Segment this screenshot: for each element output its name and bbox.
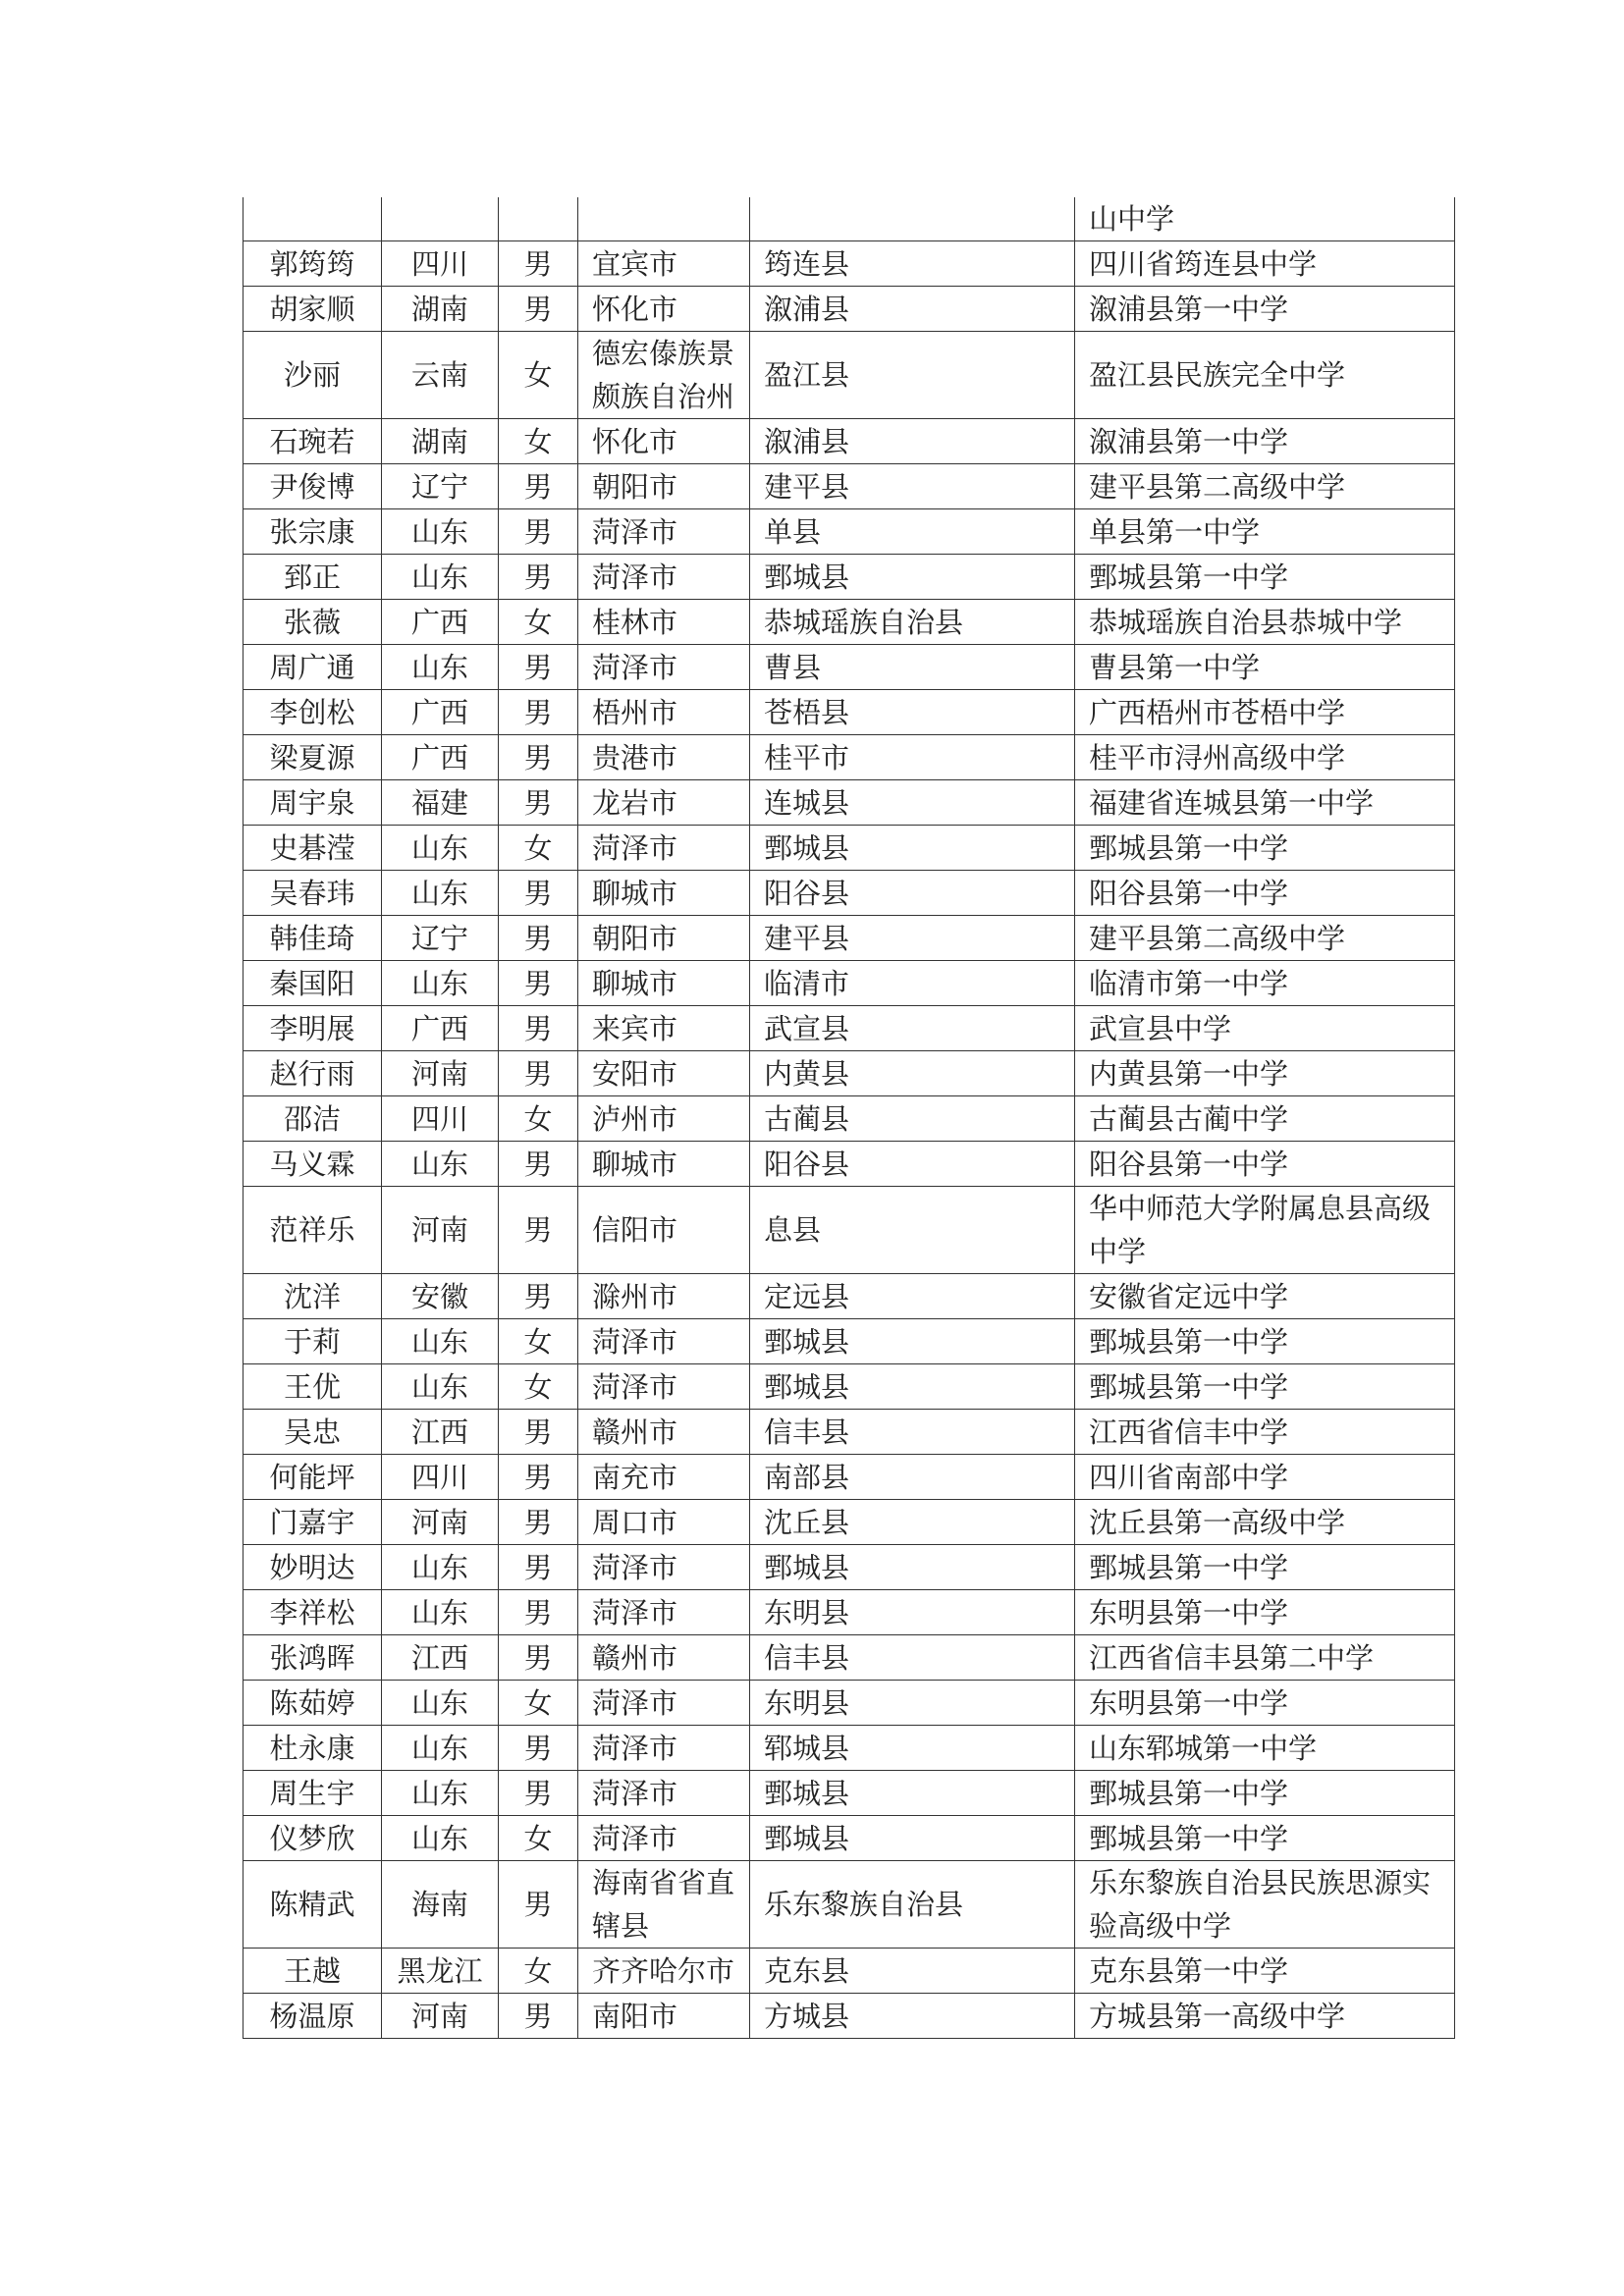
school-cell: 恭城瑶族自治县恭城中学 bbox=[1075, 600, 1455, 645]
student-name-cell: 周广通 bbox=[244, 645, 382, 690]
school-cell: 沈丘县第一高级中学 bbox=[1075, 1500, 1455, 1545]
city-cell: 菏泽市 bbox=[578, 1816, 750, 1861]
city-cell: 菏泽市 bbox=[578, 1364, 750, 1410]
city-cell: 菏泽市 bbox=[578, 509, 750, 555]
school-cell: 江西省信丰中学 bbox=[1075, 1410, 1455, 1455]
student-name-cell: 王越 bbox=[244, 1949, 382, 1994]
gender-cell: 男 bbox=[499, 735, 578, 780]
table-row bbox=[244, 332, 1455, 419]
city-cell: 泸州市 bbox=[578, 1096, 750, 1142]
gender-cell: 女 bbox=[499, 1096, 578, 1142]
table-row bbox=[244, 1635, 1455, 1681]
county-cell: 盈江县 bbox=[750, 332, 1075, 419]
city-cell: 赣州市 bbox=[578, 1410, 750, 1455]
province-cell: 山东 bbox=[382, 826, 499, 871]
city-cell: 梧州市 bbox=[578, 690, 750, 735]
province-cell: 湖南 bbox=[382, 287, 499, 332]
school-cell: 东明县第一中学 bbox=[1075, 1590, 1455, 1635]
city-cell: 海南省省直辖县 bbox=[578, 1861, 750, 1949]
table-row bbox=[244, 600, 1455, 645]
gender-cell: 女 bbox=[499, 1364, 578, 1410]
gender-cell: 男 bbox=[499, 871, 578, 916]
student-name-cell: 周宇泉 bbox=[244, 780, 382, 826]
table-row bbox=[244, 735, 1455, 780]
county-cell: 鄄城县 bbox=[750, 826, 1075, 871]
city-cell: 周口市 bbox=[578, 1500, 750, 1545]
gender-cell: 男 bbox=[499, 916, 578, 961]
province-cell: 山东 bbox=[382, 1726, 499, 1771]
student-name-cell: 韩佳琦 bbox=[244, 916, 382, 961]
table-row bbox=[244, 1949, 1455, 1994]
gender-cell: 男 bbox=[499, 690, 578, 735]
roster-body bbox=[244, 197, 1455, 2039]
county-cell: 阳谷县 bbox=[750, 1142, 1075, 1187]
gender-cell: 男 bbox=[499, 241, 578, 287]
county-cell: 克东县 bbox=[750, 1949, 1075, 1994]
county-cell: 方城县 bbox=[750, 1994, 1075, 2039]
city-cell bbox=[578, 197, 750, 241]
county-cell: 东明县 bbox=[750, 1681, 1075, 1726]
student-name-cell: 杜永康 bbox=[244, 1726, 382, 1771]
province-cell: 山东 bbox=[382, 509, 499, 555]
county-cell: 建平县 bbox=[750, 464, 1075, 509]
school-cell: 鄄城县第一中学 bbox=[1075, 1319, 1455, 1364]
student-name-cell: 陈精武 bbox=[244, 1861, 382, 1949]
gender-cell: 男 bbox=[499, 1142, 578, 1187]
table-row bbox=[244, 690, 1455, 735]
province-cell: 辽宁 bbox=[382, 464, 499, 509]
student-name-cell: 周生宇 bbox=[244, 1771, 382, 1816]
city-cell: 赣州市 bbox=[578, 1635, 750, 1681]
province-cell: 山东 bbox=[382, 961, 499, 1006]
school-cell: 四川省南部中学 bbox=[1075, 1455, 1455, 1500]
city-cell: 怀化市 bbox=[578, 287, 750, 332]
city-cell: 聊城市 bbox=[578, 1142, 750, 1187]
school-cell: 盈江县民族完全中学 bbox=[1075, 332, 1455, 419]
city-cell: 安阳市 bbox=[578, 1051, 750, 1096]
school-cell: 溆浦县第一中学 bbox=[1075, 419, 1455, 464]
gender-cell: 男 bbox=[499, 1187, 578, 1274]
gender-cell: 女 bbox=[499, 1319, 578, 1364]
province-cell: 广西 bbox=[382, 735, 499, 780]
province-cell: 广西 bbox=[382, 600, 499, 645]
province-cell: 四川 bbox=[382, 1096, 499, 1142]
school-cell: 四川省筠连县中学 bbox=[1075, 241, 1455, 287]
student-name-cell: 赵行雨 bbox=[244, 1051, 382, 1096]
city-cell: 菏泽市 bbox=[578, 1771, 750, 1816]
table-row bbox=[244, 916, 1455, 961]
table-row bbox=[244, 241, 1455, 287]
gender-cell: 男 bbox=[499, 645, 578, 690]
student-name-cell: 吴春玮 bbox=[244, 871, 382, 916]
province-cell: 河南 bbox=[382, 1187, 499, 1274]
table-row bbox=[244, 1590, 1455, 1635]
table-row bbox=[244, 1816, 1455, 1861]
school-cell: 山中学 bbox=[1075, 197, 1455, 241]
student-name-cell: 范祥乐 bbox=[244, 1187, 382, 1274]
school-cell: 山东郓城第一中学 bbox=[1075, 1726, 1455, 1771]
table-row bbox=[244, 464, 1455, 509]
student-name-cell: 陈茹婷 bbox=[244, 1681, 382, 1726]
city-cell: 信阳市 bbox=[578, 1187, 750, 1274]
gender-cell: 男 bbox=[499, 1545, 578, 1590]
county-cell: 鄄城县 bbox=[750, 1545, 1075, 1590]
table-row bbox=[244, 1410, 1455, 1455]
student-name-cell: 石琬若 bbox=[244, 419, 382, 464]
school-cell: 鄄城县第一中学 bbox=[1075, 1816, 1455, 1861]
student-name-cell bbox=[244, 197, 382, 241]
county-cell: 东明县 bbox=[750, 1590, 1075, 1635]
province-cell: 湖南 bbox=[382, 419, 499, 464]
gender-cell: 男 bbox=[499, 1726, 578, 1771]
province-cell: 安徽 bbox=[382, 1274, 499, 1319]
gender-cell: 男 bbox=[499, 555, 578, 600]
gender-cell: 男 bbox=[499, 1410, 578, 1455]
table-row bbox=[244, 1274, 1455, 1319]
gender-cell: 男 bbox=[499, 1771, 578, 1816]
gender-cell: 男 bbox=[499, 287, 578, 332]
student-name-cell: 于莉 bbox=[244, 1319, 382, 1364]
city-cell: 南阳市 bbox=[578, 1994, 750, 2039]
city-cell: 德宏傣族景颇族自治州 bbox=[578, 332, 750, 419]
province-cell: 山东 bbox=[382, 1771, 499, 1816]
city-cell: 朝阳市 bbox=[578, 916, 750, 961]
province-cell: 山东 bbox=[382, 1319, 499, 1364]
city-cell: 贵港市 bbox=[578, 735, 750, 780]
county-cell: 武宣县 bbox=[750, 1006, 1075, 1051]
city-cell: 来宾市 bbox=[578, 1006, 750, 1051]
table-row bbox=[244, 1771, 1455, 1816]
table-row bbox=[244, 287, 1455, 332]
county-cell: 阳谷县 bbox=[750, 871, 1075, 916]
student-name-cell: 邵洁 bbox=[244, 1096, 382, 1142]
province-cell: 云南 bbox=[382, 332, 499, 419]
table-row bbox=[244, 555, 1455, 600]
table-row bbox=[244, 1681, 1455, 1726]
city-cell: 菏泽市 bbox=[578, 1545, 750, 1590]
province-cell: 广西 bbox=[382, 1006, 499, 1051]
student-roster-table bbox=[243, 197, 1455, 2039]
county-cell: 乐东黎族自治县 bbox=[750, 1861, 1075, 1949]
province-cell: 山东 bbox=[382, 871, 499, 916]
gender-cell bbox=[499, 197, 578, 241]
school-cell: 鄄城县第一中学 bbox=[1075, 826, 1455, 871]
county-cell: 溆浦县 bbox=[750, 419, 1075, 464]
gender-cell: 女 bbox=[499, 600, 578, 645]
city-cell: 菏泽市 bbox=[578, 1319, 750, 1364]
province-cell: 海南 bbox=[382, 1861, 499, 1949]
student-name-cell: 沙丽 bbox=[244, 332, 382, 419]
table-row bbox=[244, 780, 1455, 826]
student-name-cell: 郭筠筠 bbox=[244, 241, 382, 287]
table-row bbox=[244, 1006, 1455, 1051]
school-cell: 内黄县第一中学 bbox=[1075, 1051, 1455, 1096]
table-row bbox=[244, 1545, 1455, 1590]
gender-cell: 男 bbox=[499, 1051, 578, 1096]
student-name-cell: 何能坪 bbox=[244, 1455, 382, 1500]
county-cell: 信丰县 bbox=[750, 1635, 1075, 1681]
city-cell: 菏泽市 bbox=[578, 826, 750, 871]
student-name-cell: 李明展 bbox=[244, 1006, 382, 1051]
table-row bbox=[244, 1994, 1455, 2039]
province-cell: 福建 bbox=[382, 780, 499, 826]
gender-cell: 男 bbox=[499, 1861, 578, 1949]
student-name-cell: 王优 bbox=[244, 1364, 382, 1410]
province-cell: 山东 bbox=[382, 645, 499, 690]
school-cell: 鄄城县第一中学 bbox=[1075, 555, 1455, 600]
county-cell: 筠连县 bbox=[750, 241, 1075, 287]
student-name-cell: 沈洋 bbox=[244, 1274, 382, 1319]
county-cell: 溆浦县 bbox=[750, 287, 1075, 332]
student-name-cell: 吴忠 bbox=[244, 1410, 382, 1455]
school-cell: 建平县第二高级中学 bbox=[1075, 464, 1455, 509]
table-row bbox=[244, 197, 1455, 241]
table-row bbox=[244, 1142, 1455, 1187]
school-cell: 鄄城县第一中学 bbox=[1075, 1364, 1455, 1410]
student-name-cell: 马义霖 bbox=[244, 1142, 382, 1187]
table-row bbox=[244, 871, 1455, 916]
city-cell: 聊城市 bbox=[578, 871, 750, 916]
table-row bbox=[244, 1726, 1455, 1771]
gender-cell: 男 bbox=[499, 780, 578, 826]
city-cell: 朝阳市 bbox=[578, 464, 750, 509]
city-cell: 菏泽市 bbox=[578, 1590, 750, 1635]
school-cell: 阳谷县第一中学 bbox=[1075, 1142, 1455, 1187]
province-cell: 四川 bbox=[382, 241, 499, 287]
county-cell: 南部县 bbox=[750, 1455, 1075, 1500]
province-cell: 山东 bbox=[382, 1142, 499, 1187]
school-cell: 阳谷县第一中学 bbox=[1075, 871, 1455, 916]
city-cell: 怀化市 bbox=[578, 419, 750, 464]
gender-cell: 男 bbox=[499, 1006, 578, 1051]
county-cell: 息县 bbox=[750, 1187, 1075, 1274]
school-cell: 安徽省定远中学 bbox=[1075, 1274, 1455, 1319]
student-name-cell: 张宗康 bbox=[244, 509, 382, 555]
student-name-cell: 杨温原 bbox=[244, 1994, 382, 2039]
province-cell: 江西 bbox=[382, 1410, 499, 1455]
gender-cell: 男 bbox=[499, 1500, 578, 1545]
county-cell: 内黄县 bbox=[750, 1051, 1075, 1096]
province-cell: 山东 bbox=[382, 1681, 499, 1726]
county-cell: 临清市 bbox=[750, 961, 1075, 1006]
table-row bbox=[244, 1096, 1455, 1142]
school-cell: 克东县第一中学 bbox=[1075, 1949, 1455, 1994]
city-cell: 宜宾市 bbox=[578, 241, 750, 287]
province-cell: 辽宁 bbox=[382, 916, 499, 961]
gender-cell: 女 bbox=[499, 332, 578, 419]
school-cell: 广西梧州市苍梧中学 bbox=[1075, 690, 1455, 735]
school-cell: 溆浦县第一中学 bbox=[1075, 287, 1455, 332]
table-row bbox=[244, 509, 1455, 555]
gender-cell: 男 bbox=[499, 1590, 578, 1635]
province-cell: 山东 bbox=[382, 1364, 499, 1410]
province-cell: 山东 bbox=[382, 1816, 499, 1861]
gender-cell: 男 bbox=[499, 464, 578, 509]
school-cell: 华中师范大学附属息县高级中学 bbox=[1075, 1187, 1455, 1274]
table-row bbox=[244, 826, 1455, 871]
county-cell: 信丰县 bbox=[750, 1410, 1075, 1455]
school-cell: 古蔺县古蔺中学 bbox=[1075, 1096, 1455, 1142]
county-cell: 单县 bbox=[750, 509, 1075, 555]
province-cell: 河南 bbox=[382, 1994, 499, 2039]
table-row bbox=[244, 961, 1455, 1006]
gender-cell: 男 bbox=[499, 1994, 578, 2039]
county-cell: 建平县 bbox=[750, 916, 1075, 961]
county-cell: 桂平市 bbox=[750, 735, 1075, 780]
student-name-cell: 张鸿晖 bbox=[244, 1635, 382, 1681]
province-cell: 山东 bbox=[382, 1545, 499, 1590]
table-row bbox=[244, 1364, 1455, 1410]
school-cell: 曹县第一中学 bbox=[1075, 645, 1455, 690]
school-cell: 方城县第一高级中学 bbox=[1075, 1994, 1455, 2039]
table-row bbox=[244, 419, 1455, 464]
student-name-cell: 史碁滢 bbox=[244, 826, 382, 871]
city-cell: 齐齐哈尔市 bbox=[578, 1949, 750, 1994]
city-cell: 滁州市 bbox=[578, 1274, 750, 1319]
school-cell: 建平县第二高级中学 bbox=[1075, 916, 1455, 961]
school-cell: 临清市第一中学 bbox=[1075, 961, 1455, 1006]
county-cell: 定远县 bbox=[750, 1274, 1075, 1319]
gender-cell: 男 bbox=[499, 1455, 578, 1500]
gender-cell: 女 bbox=[499, 1681, 578, 1726]
city-cell: 菏泽市 bbox=[578, 1681, 750, 1726]
table-row bbox=[244, 645, 1455, 690]
city-cell: 菏泽市 bbox=[578, 1726, 750, 1771]
school-cell: 桂平市浔州高级中学 bbox=[1075, 735, 1455, 780]
school-cell: 鄄城县第一中学 bbox=[1075, 1545, 1455, 1590]
county-cell: 郓城县 bbox=[750, 1726, 1075, 1771]
county-cell: 沈丘县 bbox=[750, 1500, 1075, 1545]
gender-cell: 女 bbox=[499, 419, 578, 464]
table-row bbox=[244, 1051, 1455, 1096]
school-cell: 东明县第一中学 bbox=[1075, 1681, 1455, 1726]
province-cell bbox=[382, 197, 499, 241]
county-cell: 鄄城县 bbox=[750, 1816, 1075, 1861]
school-cell: 江西省信丰县第二中学 bbox=[1075, 1635, 1455, 1681]
student-name-cell: 胡家顺 bbox=[244, 287, 382, 332]
student-name-cell: 妙明达 bbox=[244, 1545, 382, 1590]
student-name-cell: 门嘉宇 bbox=[244, 1500, 382, 1545]
student-name-cell: 李创松 bbox=[244, 690, 382, 735]
county-cell: 曹县 bbox=[750, 645, 1075, 690]
table-row bbox=[244, 1319, 1455, 1364]
city-cell: 龙岩市 bbox=[578, 780, 750, 826]
county-cell: 连城县 bbox=[750, 780, 1075, 826]
gender-cell: 男 bbox=[499, 1635, 578, 1681]
city-cell: 南充市 bbox=[578, 1455, 750, 1500]
student-name-cell: 梁夏源 bbox=[244, 735, 382, 780]
county-cell: 鄄城县 bbox=[750, 1319, 1075, 1364]
county-cell: 古蔺县 bbox=[750, 1096, 1075, 1142]
county-cell: 鄄城县 bbox=[750, 555, 1075, 600]
province-cell: 黑龙江 bbox=[382, 1949, 499, 1994]
gender-cell: 男 bbox=[499, 1274, 578, 1319]
county-cell bbox=[750, 197, 1075, 241]
province-cell: 江西 bbox=[382, 1635, 499, 1681]
province-cell: 山东 bbox=[382, 1590, 499, 1635]
student-name-cell: 仪梦欣 bbox=[244, 1816, 382, 1861]
city-cell: 桂林市 bbox=[578, 600, 750, 645]
student-name-cell: 秦国阳 bbox=[244, 961, 382, 1006]
city-cell: 聊城市 bbox=[578, 961, 750, 1006]
student-name-cell: 郅正 bbox=[244, 555, 382, 600]
school-cell: 乐东黎族自治县民族思源实验高级中学 bbox=[1075, 1861, 1455, 1949]
gender-cell: 女 bbox=[499, 1949, 578, 1994]
table-row bbox=[244, 1500, 1455, 1545]
gender-cell: 男 bbox=[499, 961, 578, 1006]
school-cell: 武宣县中学 bbox=[1075, 1006, 1455, 1051]
student-name-cell: 尹俊博 bbox=[244, 464, 382, 509]
student-name-cell: 张薇 bbox=[244, 600, 382, 645]
county-cell: 苍梧县 bbox=[750, 690, 1075, 735]
school-cell: 鄄城县第一中学 bbox=[1075, 1771, 1455, 1816]
table-row bbox=[244, 1187, 1455, 1274]
province-cell: 四川 bbox=[382, 1455, 499, 1500]
student-name-cell: 李祥松 bbox=[244, 1590, 382, 1635]
province-cell: 河南 bbox=[382, 1500, 499, 1545]
province-cell: 广西 bbox=[382, 690, 499, 735]
gender-cell: 男 bbox=[499, 509, 578, 555]
city-cell: 菏泽市 bbox=[578, 645, 750, 690]
province-cell: 河南 bbox=[382, 1051, 499, 1096]
county-cell: 鄄城县 bbox=[750, 1364, 1075, 1410]
school-cell: 福建省连城县第一中学 bbox=[1075, 780, 1455, 826]
city-cell: 菏泽市 bbox=[578, 555, 750, 600]
gender-cell: 女 bbox=[499, 826, 578, 871]
province-cell: 山东 bbox=[382, 555, 499, 600]
school-cell: 单县第一中学 bbox=[1075, 509, 1455, 555]
county-cell: 鄄城县 bbox=[750, 1771, 1075, 1816]
table-row bbox=[244, 1455, 1455, 1500]
table-row bbox=[244, 1861, 1455, 1949]
gender-cell: 女 bbox=[499, 1816, 578, 1861]
county-cell: 恭城瑶族自治县 bbox=[750, 600, 1075, 645]
